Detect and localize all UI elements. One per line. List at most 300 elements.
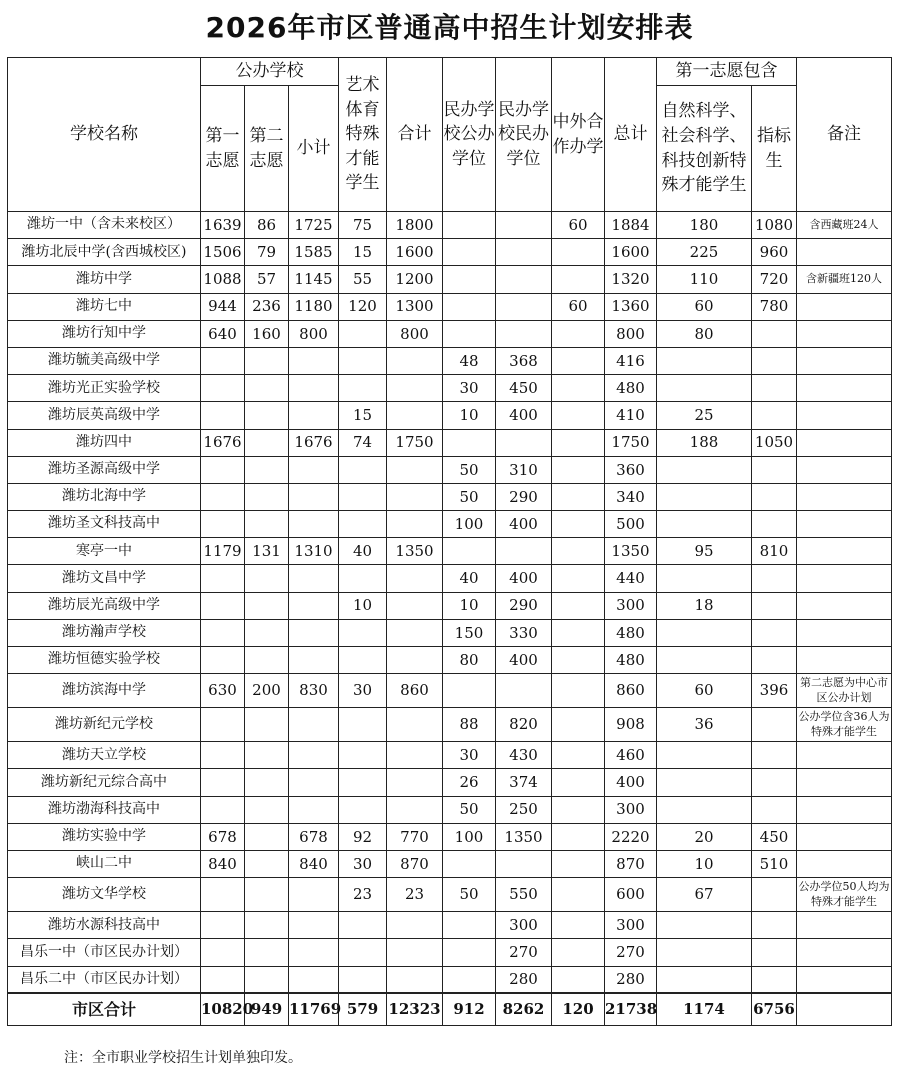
cell-art bbox=[339, 511, 387, 538]
cell-name: 潍坊渤海科技高中 bbox=[8, 796, 201, 823]
table-row bbox=[8, 939, 892, 966]
cell-art bbox=[339, 647, 387, 674]
cell-art bbox=[339, 347, 387, 374]
table-row bbox=[8, 850, 892, 877]
cell-c2: 236 bbox=[245, 293, 289, 320]
cell-c2 bbox=[245, 347, 289, 374]
cell-quota bbox=[752, 619, 797, 646]
table-row bbox=[8, 511, 892, 538]
cell-c2: 79 bbox=[245, 239, 289, 266]
footnote: 注：全市职业学校招生计划单独印发。 bbox=[64, 1050, 302, 1066]
table-row bbox=[8, 912, 892, 939]
cell-name: 潍坊北海中学 bbox=[8, 483, 201, 510]
table-row bbox=[8, 402, 892, 429]
cell-grand: 1320 bbox=[605, 266, 657, 293]
cell-grand: 416 bbox=[605, 347, 657, 374]
cell-sci: 20 bbox=[657, 823, 752, 850]
cell-pp: 30 bbox=[443, 375, 496, 402]
cell-name: 潍坊新纪元学校 bbox=[8, 708, 201, 742]
cell-sf bbox=[552, 375, 605, 402]
cell-quota: 450 bbox=[752, 823, 797, 850]
cell-sci: 25 bbox=[657, 402, 752, 429]
cell-rem bbox=[797, 239, 892, 266]
cell-c2 bbox=[245, 850, 289, 877]
cell-art: 74 bbox=[339, 429, 387, 456]
cell-sub bbox=[289, 511, 339, 538]
table-row bbox=[8, 456, 892, 483]
cell-rem bbox=[797, 966, 892, 993]
table-row bbox=[8, 674, 892, 708]
cell-tot bbox=[387, 592, 443, 619]
table-row bbox=[8, 647, 892, 674]
cell-quota bbox=[752, 769, 797, 796]
cell-grand: 340 bbox=[605, 483, 657, 510]
total-cell-sci: 1174 bbox=[657, 993, 752, 1025]
cell-quota bbox=[752, 939, 797, 966]
cell-c1 bbox=[201, 619, 245, 646]
total-cell-ppr: 8262 bbox=[496, 993, 552, 1025]
cell-quota: 720 bbox=[752, 266, 797, 293]
cell-sf bbox=[552, 239, 605, 266]
cell-art bbox=[339, 375, 387, 402]
cell-c1: 944 bbox=[201, 293, 245, 320]
cell-sci: 188 bbox=[657, 429, 752, 456]
cell-quota bbox=[752, 320, 797, 347]
cell-sub: 1585 bbox=[289, 239, 339, 266]
cell-pp: 48 bbox=[443, 347, 496, 374]
cell-sf bbox=[552, 511, 605, 538]
cell-ppr: 400 bbox=[496, 402, 552, 429]
table-row bbox=[8, 966, 892, 993]
cell-sci: 67 bbox=[657, 878, 752, 912]
cell-c1: 630 bbox=[201, 674, 245, 708]
cell-sf bbox=[552, 647, 605, 674]
cell-tot: 800 bbox=[387, 320, 443, 347]
table-row bbox=[8, 708, 892, 742]
cell-c1: 1088 bbox=[201, 266, 245, 293]
cell-pp bbox=[443, 966, 496, 993]
cell-grand: 400 bbox=[605, 769, 657, 796]
cell-rem: 公办学位50人均为特殊才能学生 bbox=[797, 878, 892, 912]
cell-rem bbox=[797, 402, 892, 429]
table-row bbox=[8, 293, 892, 320]
cell-sci bbox=[657, 456, 752, 483]
cell-c2 bbox=[245, 592, 289, 619]
cell-grand: 1884 bbox=[605, 212, 657, 239]
cell-rem bbox=[797, 823, 892, 850]
cell-c1 bbox=[201, 647, 245, 674]
cell-c2 bbox=[245, 742, 289, 769]
cell-quota bbox=[752, 796, 797, 823]
cell-c2 bbox=[245, 966, 289, 993]
header-school-name: 学校名称 bbox=[8, 58, 201, 212]
cell-sf bbox=[552, 592, 605, 619]
cell-sci bbox=[657, 742, 752, 769]
cell-grand: 300 bbox=[605, 796, 657, 823]
cell-sci: 60 bbox=[657, 293, 752, 320]
cell-ppr: 368 bbox=[496, 347, 552, 374]
cell-pp bbox=[443, 850, 496, 877]
cell-rem bbox=[797, 939, 892, 966]
cell-ppr: 400 bbox=[496, 511, 552, 538]
cell-sci bbox=[657, 769, 752, 796]
header-science-talent: 自然科学、社会科学、科技创新特殊才能学生 bbox=[657, 86, 752, 212]
cell-name: 潍坊辰光高级中学 bbox=[8, 592, 201, 619]
cell-sub bbox=[289, 966, 339, 993]
cell-c2: 160 bbox=[245, 320, 289, 347]
cell-sub: 1725 bbox=[289, 212, 339, 239]
total-cell-grand: 21738 bbox=[605, 993, 657, 1025]
cell-ppr bbox=[496, 850, 552, 877]
cell-quota bbox=[752, 456, 797, 483]
cell-art: 30 bbox=[339, 850, 387, 877]
cell-pp: 100 bbox=[443, 511, 496, 538]
cell-c1: 1676 bbox=[201, 429, 245, 456]
cell-tot: 1600 bbox=[387, 239, 443, 266]
cell-grand: 480 bbox=[605, 619, 657, 646]
cell-grand: 480 bbox=[605, 375, 657, 402]
cell-name: 潍坊中学 bbox=[8, 266, 201, 293]
cell-c1: 640 bbox=[201, 320, 245, 347]
cell-sf bbox=[552, 266, 605, 293]
cell-tot bbox=[387, 912, 443, 939]
cell-name: 潍坊水源科技高中 bbox=[8, 912, 201, 939]
cell-rem bbox=[797, 592, 892, 619]
header-private-public: 民办学校公办学位 bbox=[443, 58, 496, 212]
cell-ppr bbox=[496, 293, 552, 320]
table-row bbox=[8, 266, 892, 293]
cell-quota: 810 bbox=[752, 538, 797, 565]
cell-quota bbox=[752, 565, 797, 592]
cell-pp: 88 bbox=[443, 708, 496, 742]
header-sino-foreign: 中外合作办学 bbox=[552, 58, 605, 212]
cell-sub bbox=[289, 912, 339, 939]
cell-sci bbox=[657, 912, 752, 939]
cell-ppr: 400 bbox=[496, 565, 552, 592]
cell-name: 昌乐一中（市区民办计划） bbox=[8, 939, 201, 966]
table-row bbox=[8, 565, 892, 592]
cell-rem: 第二志愿为中心市区公办计划 bbox=[797, 674, 892, 708]
cell-pp: 50 bbox=[443, 483, 496, 510]
cell-c2: 86 bbox=[245, 212, 289, 239]
cell-quota: 780 bbox=[752, 293, 797, 320]
cell-rem bbox=[797, 647, 892, 674]
cell-sci: 10 bbox=[657, 850, 752, 877]
cell-sf bbox=[552, 347, 605, 374]
cell-tot bbox=[387, 647, 443, 674]
cell-quota bbox=[752, 592, 797, 619]
cell-sf bbox=[552, 402, 605, 429]
cell-name: 潍坊北辰中学(含西城校区) bbox=[8, 239, 201, 266]
cell-sf bbox=[552, 619, 605, 646]
cell-sf: 60 bbox=[552, 293, 605, 320]
table-row bbox=[8, 592, 892, 619]
cell-c1 bbox=[201, 769, 245, 796]
total-cell-pp: 912 bbox=[443, 993, 496, 1025]
cell-rem bbox=[797, 511, 892, 538]
cell-sci bbox=[657, 511, 752, 538]
cell-grand: 800 bbox=[605, 320, 657, 347]
header-total: 合计 bbox=[387, 58, 443, 212]
cell-pp bbox=[443, 912, 496, 939]
cell-name: 潍坊实验中学 bbox=[8, 823, 201, 850]
cell-quota: 396 bbox=[752, 674, 797, 708]
cell-grand: 2220 bbox=[605, 823, 657, 850]
cell-sub bbox=[289, 402, 339, 429]
cell-sf: 60 bbox=[552, 212, 605, 239]
cell-sub bbox=[289, 456, 339, 483]
cell-ppr: 310 bbox=[496, 456, 552, 483]
cell-sci: 95 bbox=[657, 538, 752, 565]
cell-rem bbox=[797, 619, 892, 646]
cell-rem bbox=[797, 347, 892, 374]
cell-c1 bbox=[201, 375, 245, 402]
cell-c2 bbox=[245, 796, 289, 823]
cell-tot bbox=[387, 565, 443, 592]
cell-sci bbox=[657, 647, 752, 674]
cell-art: 92 bbox=[339, 823, 387, 850]
cell-quota bbox=[752, 878, 797, 912]
header-first-choice-incl: 第一志愿包含 bbox=[657, 58, 797, 86]
cell-c1 bbox=[201, 347, 245, 374]
cell-tot bbox=[387, 456, 443, 483]
cell-sub bbox=[289, 796, 339, 823]
table-row bbox=[8, 239, 892, 266]
total-cell-sf: 120 bbox=[552, 993, 605, 1025]
cell-ppr: 300 bbox=[496, 912, 552, 939]
cell-ppr: 270 bbox=[496, 939, 552, 966]
cell-sub: 840 bbox=[289, 850, 339, 877]
cell-name: 潍坊滨海中学 bbox=[8, 674, 201, 708]
cell-name: 潍坊文华学校 bbox=[8, 878, 201, 912]
total-cell-sub: 11769 bbox=[289, 993, 339, 1025]
cell-c1 bbox=[201, 708, 245, 742]
header-public-group: 公办学校 bbox=[201, 58, 339, 86]
cell-sf bbox=[552, 320, 605, 347]
enrollment-plan-table bbox=[7, 57, 892, 1026]
cell-name: 峡山二中 bbox=[8, 850, 201, 877]
cell-sub bbox=[289, 347, 339, 374]
header-quota: 指标生 bbox=[752, 86, 797, 212]
cell-c1 bbox=[201, 456, 245, 483]
cell-c2 bbox=[245, 619, 289, 646]
cell-rem bbox=[797, 429, 892, 456]
cell-c2 bbox=[245, 939, 289, 966]
cell-sub: 800 bbox=[289, 320, 339, 347]
cell-name: 潍坊行知中学 bbox=[8, 320, 201, 347]
cell-pp: 50 bbox=[443, 456, 496, 483]
total-cell-c2: 949 bbox=[245, 993, 289, 1025]
cell-grand: 410 bbox=[605, 402, 657, 429]
cell-c1 bbox=[201, 878, 245, 912]
cell-grand: 1750 bbox=[605, 429, 657, 456]
table-row bbox=[8, 796, 892, 823]
cell-rem bbox=[797, 375, 892, 402]
cell-ppr: 1350 bbox=[496, 823, 552, 850]
total-cell-name: 市区合计 bbox=[8, 993, 201, 1025]
table-row bbox=[8, 212, 892, 239]
cell-name: 潍坊辰英高级中学 bbox=[8, 402, 201, 429]
cell-pp: 40 bbox=[443, 565, 496, 592]
cell-rem bbox=[797, 565, 892, 592]
cell-art: 75 bbox=[339, 212, 387, 239]
header-grand-total: 总计 bbox=[605, 58, 657, 212]
cell-tot bbox=[387, 347, 443, 374]
cell-name: 潍坊新纪元综合高中 bbox=[8, 769, 201, 796]
table-row bbox=[8, 429, 892, 456]
cell-quota bbox=[752, 483, 797, 510]
cell-art bbox=[339, 708, 387, 742]
header-art-sports: 艺术体育特殊才能学生 bbox=[339, 58, 387, 212]
cell-quota: 510 bbox=[752, 850, 797, 877]
cell-c1: 840 bbox=[201, 850, 245, 877]
cell-name: 潍坊圣源高级中学 bbox=[8, 456, 201, 483]
cell-c2: 200 bbox=[245, 674, 289, 708]
cell-c2: 57 bbox=[245, 266, 289, 293]
cell-grand: 270 bbox=[605, 939, 657, 966]
cell-ppr: 290 bbox=[496, 592, 552, 619]
cell-name: 潍坊恒德实验学校 bbox=[8, 647, 201, 674]
cell-art: 55 bbox=[339, 266, 387, 293]
cell-name: 潍坊七中 bbox=[8, 293, 201, 320]
cell-pp: 30 bbox=[443, 742, 496, 769]
cell-sci bbox=[657, 347, 752, 374]
cell-ppr bbox=[496, 212, 552, 239]
cell-sci bbox=[657, 939, 752, 966]
cell-rem bbox=[797, 912, 892, 939]
cell-sf bbox=[552, 878, 605, 912]
cell-tot bbox=[387, 483, 443, 510]
cell-quota bbox=[752, 647, 797, 674]
cell-pp: 80 bbox=[443, 647, 496, 674]
cell-tot: 23 bbox=[387, 878, 443, 912]
cell-name: 寒亭一中 bbox=[8, 538, 201, 565]
cell-sci bbox=[657, 375, 752, 402]
cell-sci bbox=[657, 796, 752, 823]
cell-ppr bbox=[496, 674, 552, 708]
cell-sub bbox=[289, 619, 339, 646]
cell-ppr: 450 bbox=[496, 375, 552, 402]
header-first-choice: 第一志愿 bbox=[201, 86, 245, 212]
cell-c2 bbox=[245, 456, 289, 483]
cell-ppr: 330 bbox=[496, 619, 552, 646]
cell-c1 bbox=[201, 796, 245, 823]
cell-c2 bbox=[245, 769, 289, 796]
cell-c1: 678 bbox=[201, 823, 245, 850]
cell-sci: 110 bbox=[657, 266, 752, 293]
total-cell-art: 579 bbox=[339, 993, 387, 1025]
cell-sci bbox=[657, 619, 752, 646]
cell-c2 bbox=[245, 511, 289, 538]
cell-c2: 131 bbox=[245, 538, 289, 565]
cell-sub bbox=[289, 375, 339, 402]
cell-quota bbox=[752, 742, 797, 769]
cell-art: 15 bbox=[339, 402, 387, 429]
cell-rem bbox=[797, 293, 892, 320]
cell-art: 10 bbox=[339, 592, 387, 619]
cell-c1: 1506 bbox=[201, 239, 245, 266]
cell-ppr: 430 bbox=[496, 742, 552, 769]
cell-ppr: 820 bbox=[496, 708, 552, 742]
cell-name: 潍坊光正实验学校 bbox=[8, 375, 201, 402]
page-title: 2026年市区普通高中招生计划安排表 bbox=[205, 11, 694, 44]
cell-art bbox=[339, 769, 387, 796]
cell-tot: 1750 bbox=[387, 429, 443, 456]
cell-sci: 60 bbox=[657, 674, 752, 708]
cell-ppr bbox=[496, 320, 552, 347]
cell-tot: 860 bbox=[387, 674, 443, 708]
cell-c2 bbox=[245, 878, 289, 912]
total-cell-quota: 6756 bbox=[752, 993, 797, 1025]
cell-art: 120 bbox=[339, 293, 387, 320]
cell-quota bbox=[752, 402, 797, 429]
cell-pp bbox=[443, 266, 496, 293]
cell-rem: 公办学位含36人为特殊才能学生 bbox=[797, 708, 892, 742]
cell-c2 bbox=[245, 823, 289, 850]
cell-art: 30 bbox=[339, 674, 387, 708]
cell-sub bbox=[289, 565, 339, 592]
cell-name: 潍坊一中（含未来校区） bbox=[8, 212, 201, 239]
cell-ppr bbox=[496, 538, 552, 565]
cell-sf bbox=[552, 823, 605, 850]
cell-tot bbox=[387, 619, 443, 646]
cell-rem: 含西藏班24人 bbox=[797, 212, 892, 239]
cell-c1 bbox=[201, 511, 245, 538]
cell-ppr: 550 bbox=[496, 878, 552, 912]
table-row bbox=[8, 769, 892, 796]
cell-grand: 500 bbox=[605, 511, 657, 538]
cell-c1: 1179 bbox=[201, 538, 245, 565]
cell-tot: 770 bbox=[387, 823, 443, 850]
cell-sub bbox=[289, 592, 339, 619]
cell-c1 bbox=[201, 912, 245, 939]
cell-c1: 1639 bbox=[201, 212, 245, 239]
cell-tot bbox=[387, 375, 443, 402]
cell-sub bbox=[289, 647, 339, 674]
cell-grand: 860 bbox=[605, 674, 657, 708]
cell-tot bbox=[387, 769, 443, 796]
cell-tot bbox=[387, 402, 443, 429]
cell-pp: 150 bbox=[443, 619, 496, 646]
cell-grand: 440 bbox=[605, 565, 657, 592]
cell-sci bbox=[657, 483, 752, 510]
cell-tot: 1200 bbox=[387, 266, 443, 293]
cell-pp bbox=[443, 320, 496, 347]
total-row bbox=[8, 993, 892, 1025]
cell-quota: 1050 bbox=[752, 429, 797, 456]
cell-art: 23 bbox=[339, 878, 387, 912]
cell-name: 潍坊瀚声学校 bbox=[8, 619, 201, 646]
cell-art: 40 bbox=[339, 538, 387, 565]
cell-name: 潍坊天立学校 bbox=[8, 742, 201, 769]
table-row bbox=[8, 878, 892, 912]
cell-art bbox=[339, 912, 387, 939]
cell-pp bbox=[443, 939, 496, 966]
cell-sf bbox=[552, 796, 605, 823]
table-row bbox=[8, 375, 892, 402]
cell-sub: 1145 bbox=[289, 266, 339, 293]
cell-c2 bbox=[245, 912, 289, 939]
cell-tot bbox=[387, 939, 443, 966]
cell-ppr: 290 bbox=[496, 483, 552, 510]
cell-ppr: 374 bbox=[496, 769, 552, 796]
cell-ppr: 400 bbox=[496, 647, 552, 674]
cell-c2 bbox=[245, 375, 289, 402]
cell-sf bbox=[552, 966, 605, 993]
cell-pp: 50 bbox=[443, 796, 496, 823]
cell-tot bbox=[387, 966, 443, 993]
cell-sf bbox=[552, 429, 605, 456]
